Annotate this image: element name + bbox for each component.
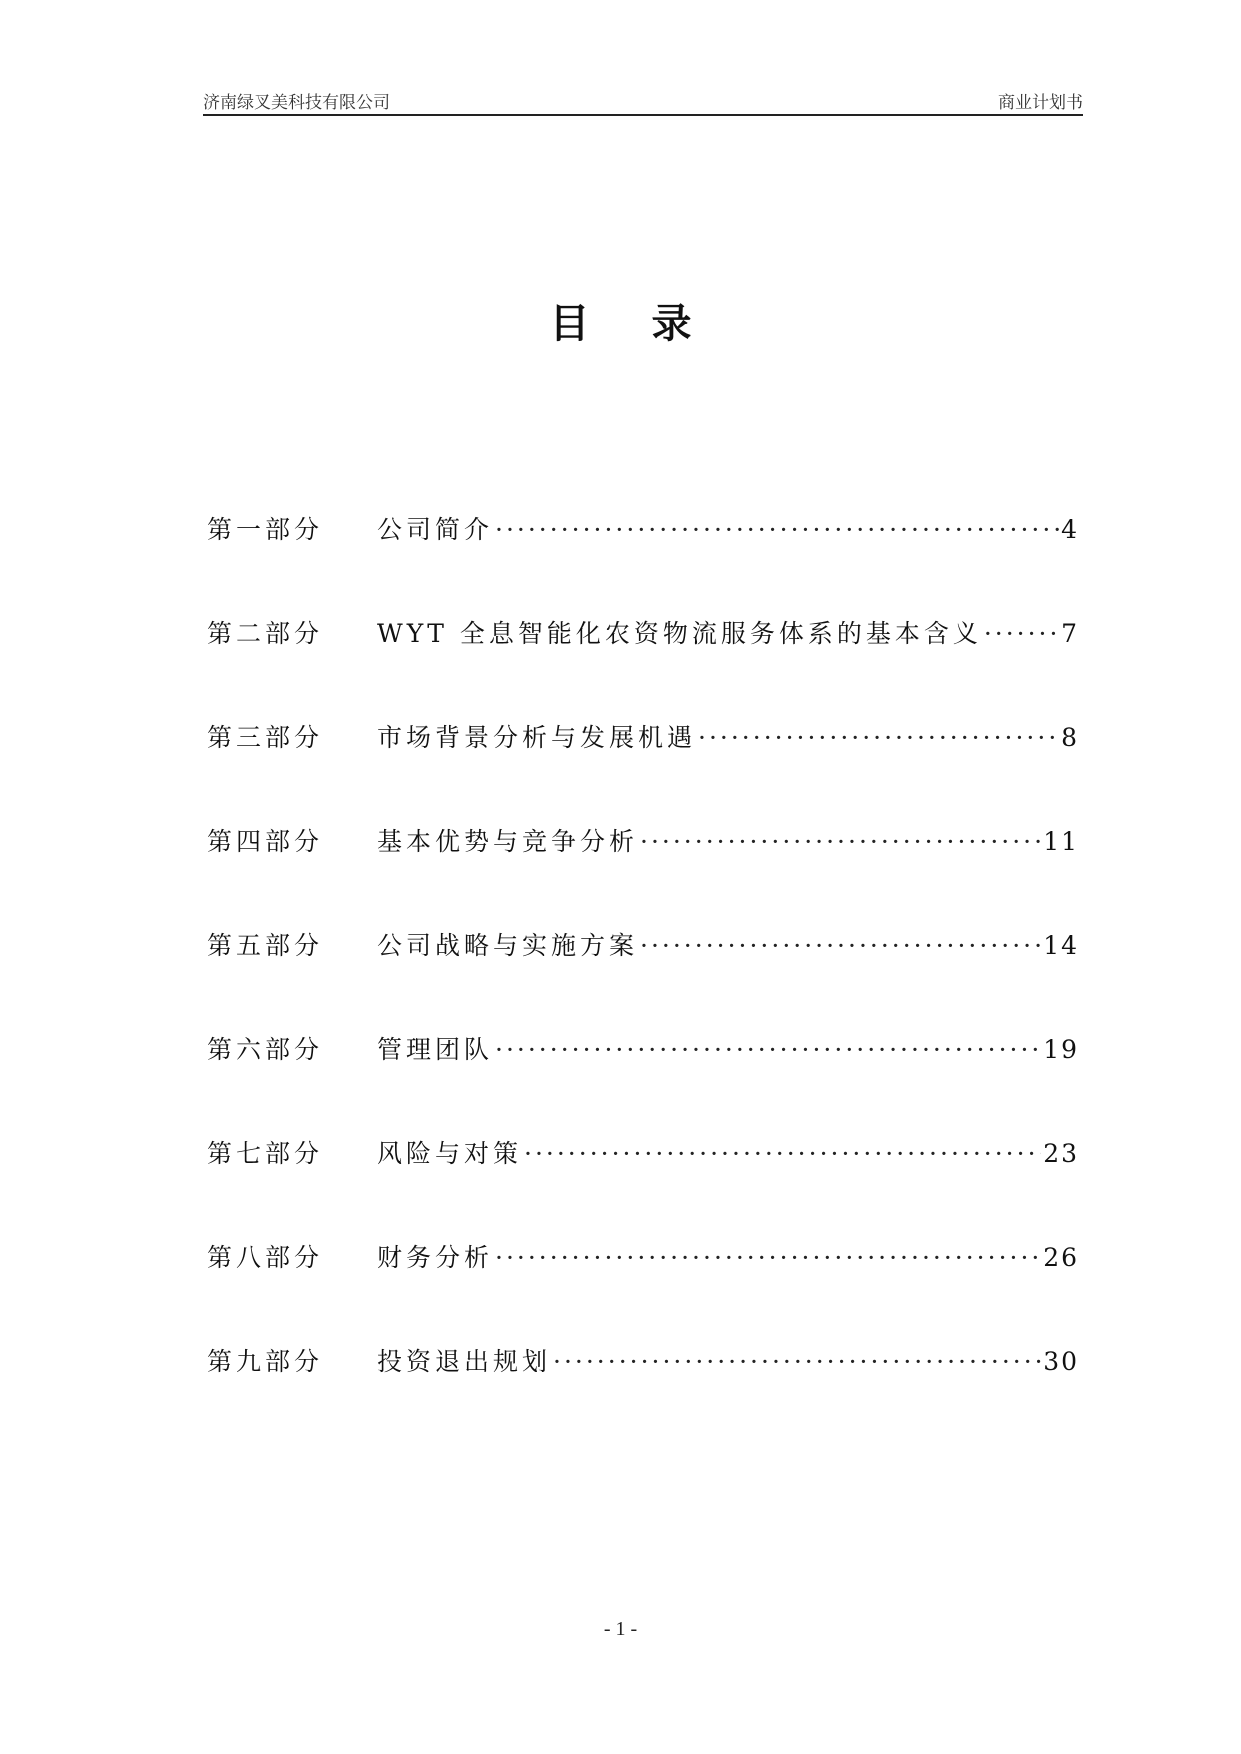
toc-part-label: 第三部分	[207, 723, 324, 752]
toc-entry-2[interactable]	[207, 614, 1079, 718]
page-number: - 1 -	[603, 1618, 638, 1640]
toc-dot-leader	[640, 822, 1041, 862]
toc-dot-leader	[495, 1238, 1041, 1278]
toc-entry-title: 财务分析	[377, 1243, 494, 1272]
toc-entry-8[interactable]	[207, 1238, 1079, 1342]
toc-entry-4[interactable]	[207, 822, 1079, 926]
toc-part-label: 第一部分	[207, 515, 324, 544]
toc-entry-5[interactable]	[207, 926, 1079, 1030]
page-header	[203, 88, 1083, 116]
toc-page-number: 26	[1043, 1243, 1079, 1272]
toc-entry-title: 公司简介	[377, 515, 494, 544]
header-company-name: 济南绿叉美科技有限公司	[203, 93, 390, 113]
toc-page-number: 8	[1061, 723, 1079, 752]
toc-entry-title: 公司战略与实施方案	[377, 931, 639, 960]
toc-entry-1[interactable]	[207, 510, 1079, 614]
toc-entry-title: 管理团队	[377, 1035, 494, 1064]
toc-entry-7[interactable]	[207, 1134, 1079, 1238]
toc-part-label: 第七部分	[207, 1139, 324, 1168]
toc-dot-leader	[524, 1134, 1041, 1174]
toc-entry-title: 投资退出规划	[377, 1347, 552, 1376]
toc-entry-title: 市场背景分析与发展机遇	[377, 723, 697, 752]
toc-entry-title: 基本优势与竞争分析	[377, 827, 639, 856]
toc-entry-title: 风险与对策	[377, 1139, 523, 1168]
toc-part-label: 第六部分	[207, 1035, 324, 1064]
toc-dot-leader	[495, 1030, 1041, 1070]
table-of-contents	[207, 510, 1079, 1446]
toc-entry-title: WYT 全息智能化农资物流服务体系的基本含义	[377, 619, 982, 648]
toc-entry-6[interactable]	[207, 1030, 1079, 1134]
header-document-type: 商业计划书	[998, 93, 1083, 113]
toc-part-label: 第四部分	[207, 827, 324, 856]
toc-page-number: 14	[1043, 931, 1079, 960]
toc-page-number: 7	[1061, 619, 1079, 648]
toc-dot-leader	[495, 510, 1059, 550]
toc-part-label: 第八部分	[207, 1243, 324, 1272]
toc-entry-3[interactable]	[207, 718, 1079, 822]
toc-part-label: 第九部分	[207, 1347, 324, 1376]
toc-dot-leader	[553, 1342, 1041, 1382]
toc-page-number: 30	[1043, 1347, 1079, 1376]
toc-page-number: 4	[1061, 515, 1079, 544]
toc-dot-leader	[640, 926, 1041, 966]
toc-page-number: 23	[1043, 1139, 1079, 1168]
toc-entry-9[interactable]	[207, 1342, 1079, 1446]
toc-page-number: 11	[1043, 827, 1079, 856]
toc-dot-leader	[698, 718, 1059, 758]
toc-page-number: 19	[1043, 1035, 1079, 1064]
toc-part-label: 第二部分	[207, 619, 324, 648]
page-title: 目录	[549, 301, 754, 347]
toc-dot-leader	[984, 614, 1059, 654]
toc-part-label: 第五部分	[207, 931, 324, 960]
